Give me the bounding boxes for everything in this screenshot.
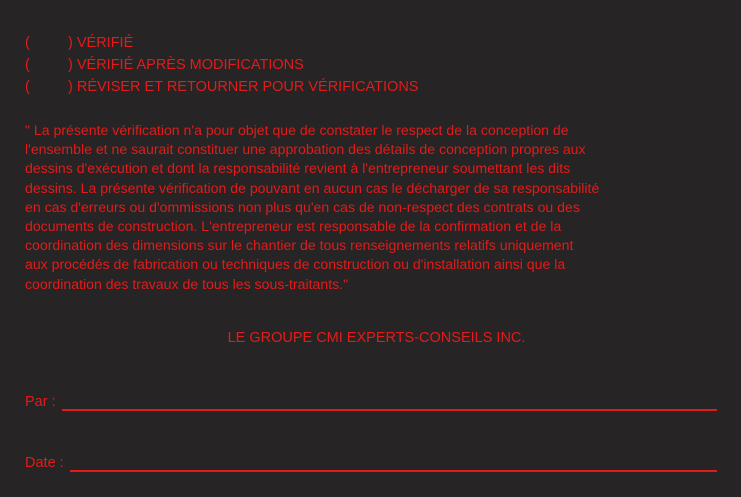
disclaimer-paragraph [25, 121, 725, 294]
signature-date-label: Date : [25, 455, 64, 471]
checkbox-paren[interactable]: ( [25, 57, 30, 73]
disclaimer-line: aux procédés de fabrication ou techniques de construction ou d'installation ainsi que la [25, 256, 566, 273]
disclaimer-line: dessins d'exécution et dont la responsabilité revient à l'entrepreneur soumettant les dits [25, 160, 571, 177]
disclaimer-line: coordination des dimensions sur le chantier de tous renseignements relatifs uniquement [25, 237, 574, 254]
signature-by-row [25, 391, 717, 413]
disclaimer-line: " La présente vérification n'a pour objet que de constater le respect de la conception de [25, 122, 569, 138]
disclaimer-line: coordination des travaux de tous les sous-traitants." [25, 275, 349, 292]
disclaimer-line: dessins. La présente vérification de pouvant en aucun cas le décharger de sa responsabilité [25, 179, 600, 196]
checklist-item-label: ) VÉRIFIÉ [68, 35, 134, 51]
verification-checklist [25, 32, 725, 98]
checklist-item-label: ) RÉVISER ET RETOURNER POUR VÉRIFICATIONS [68, 79, 419, 95]
disclaimer-line: l'ensemble et ne saurait constituer une approbation des détails de conception propres aux [25, 141, 586, 158]
checklist-item-verified-after-modifications[interactable] [25, 54, 725, 76]
disclaimer-line: documents de construction. L'entrepreneur est responsable de la confirmation et de la [25, 218, 562, 235]
checklist-item-revise-and-return[interactable] [25, 76, 725, 98]
signature-date-line[interactable] [70, 470, 717, 472]
disclaimer-line: en cas d'erreurs ou d'ommissions non plus qu'en cas de non-respect des contrats ou des [25, 198, 580, 215]
checklist-item-verified[interactable] [25, 32, 725, 54]
company-name: LE GROUPE CMI EXPERTS-CONSEILS INC. [227, 330, 526, 346]
signature-by-line[interactable] [62, 409, 717, 411]
checklist-item-label: ) VÉRIFIÉ APRÈS MODIFICATIONS [68, 57, 304, 73]
checkbox-paren[interactable]: ( [25, 35, 30, 51]
signature-by-label: Par : [25, 394, 56, 410]
checkbox-paren[interactable]: ( [25, 79, 30, 95]
signature-date-row [25, 452, 717, 474]
